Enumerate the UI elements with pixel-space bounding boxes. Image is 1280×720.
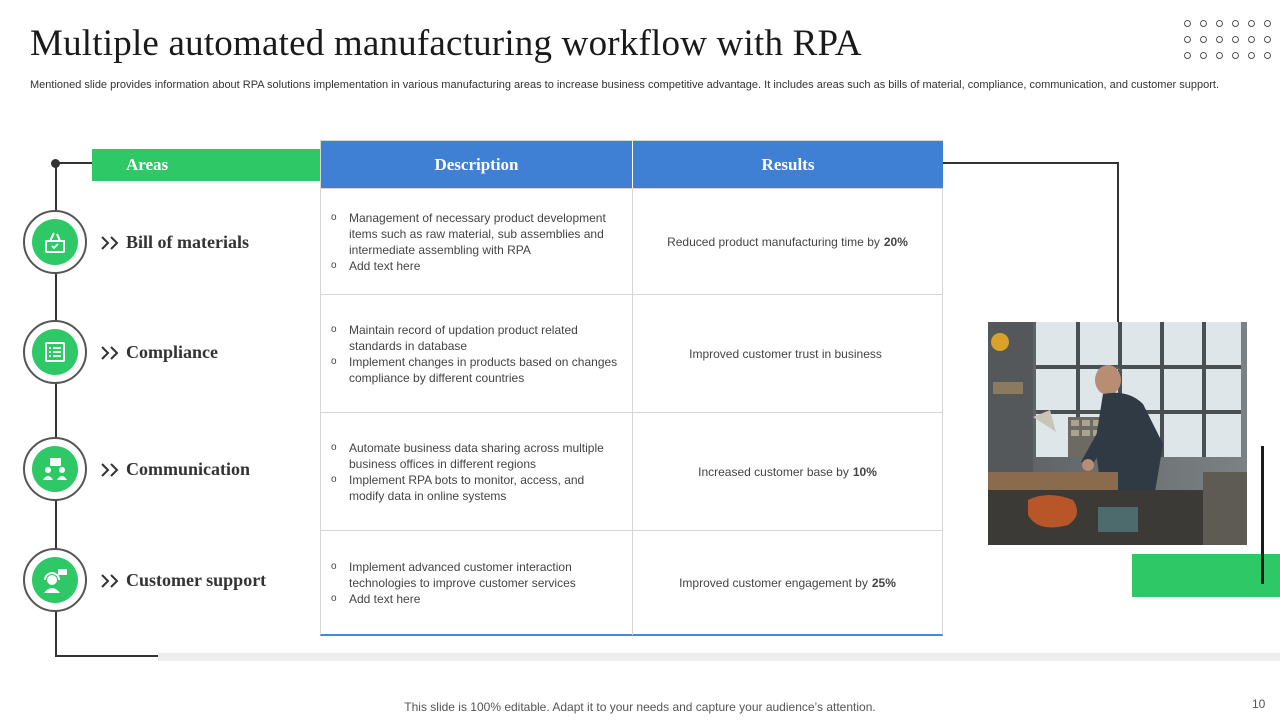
description-cell: o Implement advanced customer interaction technologies to improve customer services o Add text here: [331, 560, 576, 606]
rpa-table: [320, 140, 943, 636]
footer-note: This slide is 100% editable. Adapt it to your needs and capture your audience’s attention.: [404, 700, 876, 714]
result-cell: Improved customer engagement by 25%: [632, 531, 942, 635]
double-chevron-icon: [100, 235, 122, 251]
workshop-photo: [988, 322, 1247, 545]
double-chevron-icon: [100, 345, 122, 361]
communication-icon-circle: [23, 437, 87, 501]
result-cell: Increased customer base by 10%: [632, 413, 942, 530]
area-label-communication: Communication: [100, 459, 250, 480]
customer-support-icon-circle: [23, 548, 87, 612]
table-row: [321, 530, 942, 635]
worker-at-workbench-image: [988, 322, 1247, 545]
description-cell: o Automate business data sharing across multiple business offices in different regions o Implement RPA bots to monitor, access, and modify data in online systems: [331, 440, 604, 503]
accent-block: [1132, 554, 1280, 597]
area-label-compliance: Compliance: [100, 342, 218, 363]
checklist-icon: [41, 338, 69, 366]
decorative-dot-grid: [1180, 18, 1272, 64]
timeline-bottom-line: [55, 655, 158, 657]
areas-header: [92, 149, 320, 181]
accent-line: [1261, 446, 1264, 584]
result-cell: Reduced product manufacturing time by 20%: [632, 189, 942, 294]
compliance-icon-circle: [23, 320, 87, 384]
connector-line: [943, 162, 1119, 164]
page-title: Multiple automated manufacturing workflow with RPA: [30, 23, 862, 64]
people-chat-icon: [41, 455, 69, 483]
page-number: 10: [1252, 697, 1266, 711]
double-chevron-icon: [100, 462, 122, 478]
description-cell: o Management of necessary product development items such as raw material, sub assemblies and intermediate assembling with RPA o Add text here: [331, 210, 606, 273]
timeline-dot: [51, 159, 60, 168]
areas-header-label: Areas: [126, 155, 169, 174]
table-row: [321, 188, 942, 294]
page-subtitle: Mentioned slide provides information about RPA solutions implementation in various manufacturing areas to increase business competitive advantage. It includes areas such as bills of material, compliance, communication, and customer support.: [30, 79, 1220, 91]
timeline-connector: [55, 162, 95, 164]
description-header: Description: [321, 141, 632, 188]
area-label-bill-of-materials: Bill of materials: [100, 232, 249, 253]
bottom-divider: [158, 653, 1280, 661]
area-label-customer-support: Customer support: [100, 570, 266, 591]
table-row: [321, 294, 942, 412]
double-chevron-icon: [100, 573, 122, 589]
table-row: [321, 412, 942, 530]
basket-icon: [41, 228, 69, 256]
result-cell: Improved customer trust in business: [632, 295, 942, 412]
headset-support-icon: [41, 566, 69, 594]
results-header: Results: [632, 141, 943, 188]
description-cell: o Maintain record of updation product related standards in database o Implement changes in products based on changes compliance by different countries: [331, 322, 618, 385]
connector-line: [1117, 162, 1119, 322]
bill-of-materials-icon-circle: [23, 210, 87, 274]
